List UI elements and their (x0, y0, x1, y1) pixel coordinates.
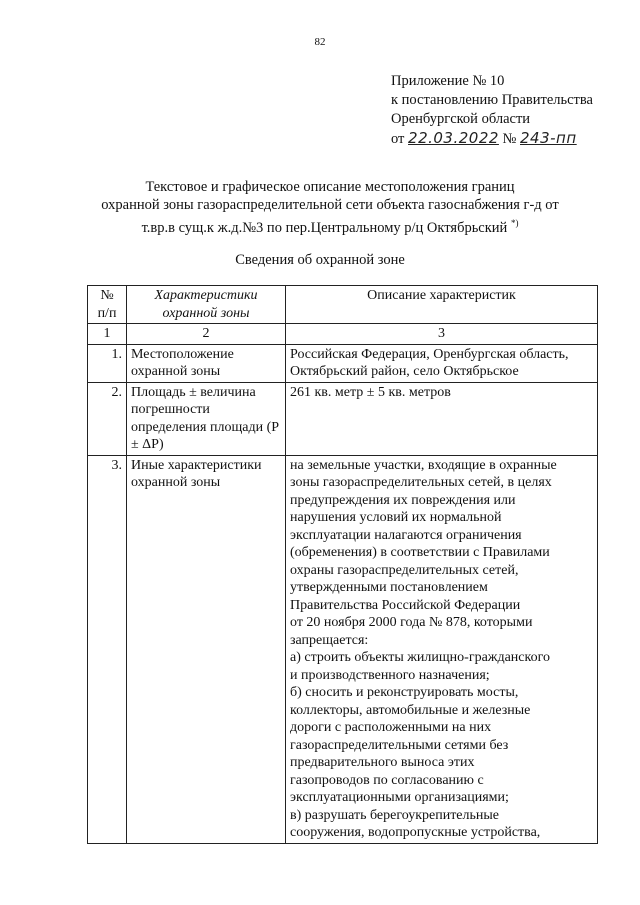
row-number: 1. (88, 344, 127, 382)
description-line: б) сносить и реконструировать мосты, (290, 685, 519, 700)
description-line: нарушения условий их нормальной (290, 510, 502, 525)
handwritten-date: 22.03.2022 (408, 129, 499, 147)
description-line: предварительного выноса этих (290, 755, 475, 770)
appendix-line-3: Оренбургской области (391, 111, 531, 127)
handwritten-number: 243-пп (520, 129, 577, 147)
title-line-3-text: т.вр.в сущ.к ж.д.№3 по пер.Центральному р/ц Октябрьский (141, 219, 508, 236)
description-line: (обременения) в соответствии с Правилами (290, 545, 550, 560)
title-line-1: Текстовое и графическое описание местоположения границ (145, 179, 515, 195)
description-line: запрещается: (290, 632, 369, 648)
description-line: зоны газораспределительных сетей, в целях (290, 475, 552, 490)
row-characteristic: Местоположение охранной зоны (127, 344, 286, 382)
header-characteristic: Характеристики охранной зоны (127, 286, 286, 324)
description-line: от 20 ноября 2000 года № 878, которыми (290, 615, 533, 630)
column-number-row (88, 324, 598, 345)
row-description: 261 кв. метр ± 5 кв. метров (286, 382, 598, 455)
row-description: Российская Федерация, Оренбургская область, Октябрьский район, село Октябрьское (286, 344, 598, 382)
description-line: на земельные участки, входящие в охранные (290, 457, 557, 473)
description-line: газораспределительными сетями без (290, 737, 509, 753)
description-line: дороги с расположенными на них (290, 720, 492, 735)
description-line: эксплуатации налагаются ограничения (290, 527, 522, 543)
section-subtitle: Сведения об охранной зоне (235, 252, 405, 268)
description-line: охраны газораспределительных сетей, (290, 562, 519, 578)
table-row (88, 382, 598, 455)
row-characteristic: Площадь ± величина погрешности определения площади (Р ± ΔР) (127, 382, 286, 455)
table-header-row (88, 286, 598, 324)
column-number: 3 (286, 324, 598, 345)
row-characteristic: Иные характеристики охранной зоны (127, 455, 286, 843)
row-number: 3. (88, 455, 127, 843)
row-number: 2. (88, 382, 127, 455)
description-line: в) разрушать берегоукрепительные (290, 807, 500, 823)
zone-info-table (87, 285, 598, 844)
appendix-line-2: к постановлению Правительства (391, 92, 593, 108)
description-line: утвержденными постановлением (290, 580, 488, 595)
column-number: 1 (88, 324, 127, 345)
table-row (88, 455, 598, 843)
description-line: Правительства Российской Федерации (290, 597, 521, 613)
table-row (88, 344, 598, 382)
description-line: сооружения, водопропускные устройства, (290, 825, 541, 840)
title-line-3 (90, 214, 570, 237)
description-line: а) строить объекты жилищно-гражданского (290, 650, 550, 665)
page-number: 82 (314, 36, 326, 48)
description-line: и производственного назначения; (290, 667, 490, 683)
appendix-line-1: Приложение № 10 (391, 73, 505, 89)
header-num: № п/п (88, 286, 127, 324)
date-prefix: от (391, 131, 405, 147)
appendix-date-line (391, 129, 631, 149)
header-description: Описание характеристик (286, 286, 598, 324)
number-prefix: № (502, 131, 517, 147)
document-title (90, 178, 570, 237)
column-number: 2 (127, 324, 286, 345)
row-description (286, 455, 598, 843)
description-line: коллекторы, автомобильные и железные (290, 702, 531, 718)
description-line: предупреждения их повреждения или (290, 492, 516, 508)
description-line: эксплуатационными организациями; (290, 790, 509, 805)
appendix-block (391, 72, 631, 149)
footnote-mark: *) (510, 218, 519, 228)
title-line-2: охранной зоны газораспределительной сети объекта газоснабжения г-д от (101, 197, 559, 213)
description-line: газопроводов по согласованию с (290, 772, 484, 788)
